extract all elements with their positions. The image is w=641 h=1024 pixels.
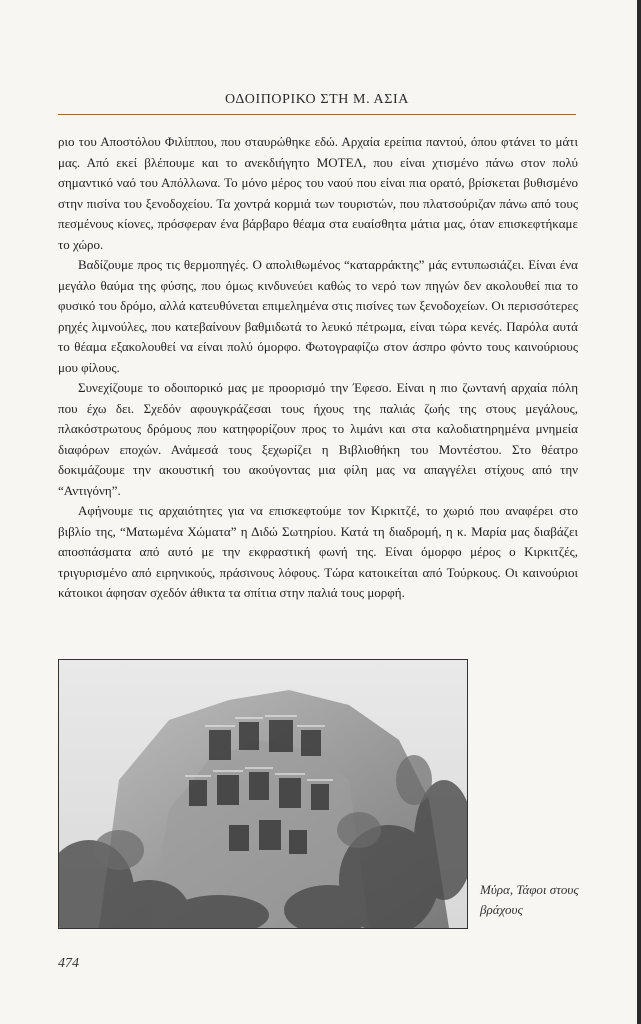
running-header: ΟΔΟΙΠΟΡΙΚΟ ΣΤΗ Μ. ΑΣΙΑ: [225, 92, 409, 107]
paragraph: ριο του Αποστόλου Φιλίππου, που σταυρώθηκε εδώ. Αρχαία ερείπια παντού, όπου φτάνει το μάτι μας. Από εκεί βλέπουμε και το ανεκδιήγητο ΜΟΤΕΛ, που είναι χτισμένο πάνω στον πολύ σημαντικό ναό του Απόλλωνα. Το μόνο μέρος του ναού που είναι πια ορατό, βρίσκεται βυθισμένο στην πισίνα του ξενοδοχείου. Τα χοντρά κορμιά των τουριστών, που πλατσούριζαν πάνω από τους πεσμένους κίονες, πρόσφεραν ένα βάρβαρο θέαμα στα ευαίσθητα μάτια μας, όταν επισκεφτήκαμε το χώρο.: [58, 134, 578, 252]
photo-caption: [480, 880, 590, 920]
page-number: 474: [58, 956, 79, 971]
page-edge: [637, 0, 641, 1024]
rock-tombs-photo: [58, 659, 468, 929]
header-rule: [58, 114, 576, 115]
body-text: [58, 132, 578, 604]
caption-line-2: βράχους: [480, 902, 523, 917]
paragraph: Συνεχίζουμε το οδοιπορικό μας με προορισμό την Έφεσο. Είναι η πιο ζωντανή αρχαία πόλη που έχω δει. Σχεδόν αφουγκράζεσαι τους ήχους της παλιάς ζωής της στους μεγάλους, πλακόστρωτους δρόμους που κατηφορίζουν προς το λιμάνι και στα καλοδιατηρημένα μνημεία διαφόρων εποχών. Ανάμεσά τους ξεχωρίζει η Βιβλιοθήκη του Μοντέστου. Στο θέατρο δοκιμάζουμε την ακουστική του ακούγοντας μια φίλη μας να απαγγέλει στίχους από την “Αντιγόνη”.: [58, 380, 578, 498]
paragraph: Αφήνουμε τις αρχαιότητες για να επισκεφτούμε τον Κιρκιτζέ, το χωριό που αναφέρει στο βιβλίο της, “Ματωμένα Χώματα” η Διδώ Σωτηρίου. Κατά τη διαδρομή, η κ. Μαρία μας διαβάζει αποσπάσματα από αυτό με την εκφραστική φωνή της. Είναι όμορφο μέρος ο Κιρκιτζές, τριγυρισμένο από ειρηνικούς, πράσινους λόφους. Τώρα κατοικείται από Τούρκους. Οι καινούριοι κάτοικοι άφησαν σχεδόν άθικτα τα σπίτια στην παλιά τους μορφή.: [58, 503, 578, 600]
photo-illustration: [59, 660, 467, 928]
caption-line-1: Μύρα, Τάφοι στους: [480, 882, 579, 897]
paragraph: Βαδίζουμε προς τις θερμοπηγές. Ο απολιθωμένος “καταρράκτης” μάς εντυπωσιάζει. Είναι ένα μεγάλο θαύμα της φύσης, που όμως κινδυνεύει καθώς το νερό των πηγών δεν ακολουθεί πια το φυσικό του δρόμο, αλλά κατευθύνεται επιμελημένα στις πισίνες των ξενοδοχείων. Οι περισσότερες ρηχές λιμνούλες, που κατεβαίνουν βαθμιδωτά το λευκό πέτρωμα, είναι τώρα κενές. Παρόλα αυτά το θέαμα εξακολουθεί να είναι πολύ όμορφο. Φωτογραφίζω στον άσπρο φόντο τους καινούριους μου φίλους.: [58, 257, 578, 375]
